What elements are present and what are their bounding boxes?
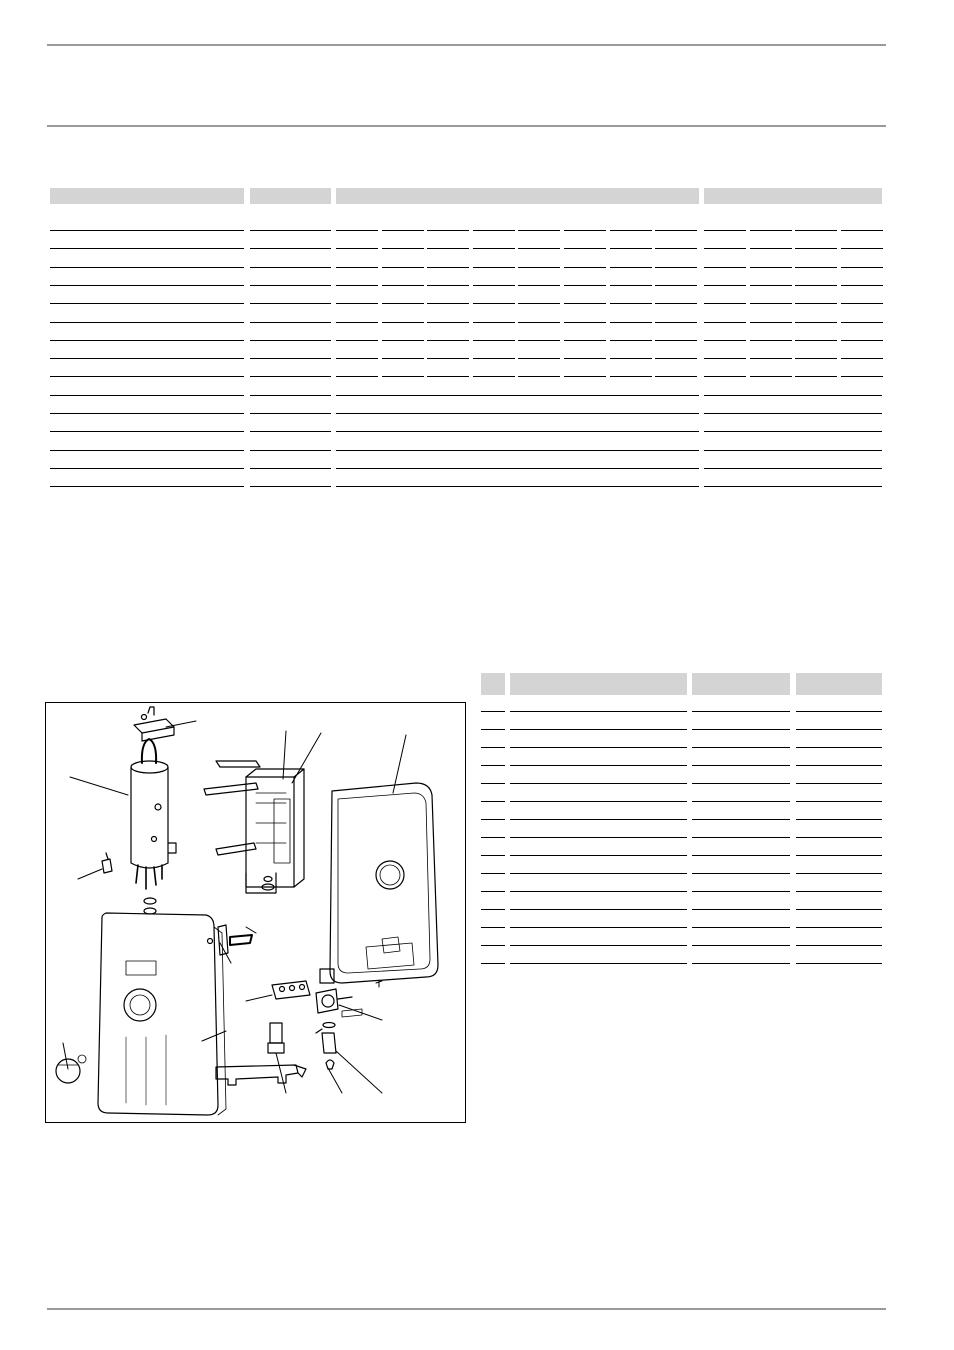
spec-cell-rule xyxy=(336,303,378,304)
parts-row-rule xyxy=(796,837,882,838)
parts-row-rule xyxy=(796,945,882,946)
spec-cell-rule xyxy=(795,248,837,249)
spec-cell-rule xyxy=(336,358,378,359)
parts-row-rule xyxy=(481,801,505,802)
spec-table-header-col-1 xyxy=(50,188,244,204)
spec-cell-rule xyxy=(750,358,792,359)
parts-row-rule xyxy=(510,747,687,748)
spec-row-rule xyxy=(704,468,882,469)
spec-cell-rule xyxy=(382,267,424,268)
spec-cell-rule xyxy=(336,285,378,286)
spec-cell-rule xyxy=(427,248,469,249)
parts-row-rule xyxy=(510,729,687,730)
parts-row-rule xyxy=(796,765,882,766)
spec-cell-rule xyxy=(795,303,837,304)
parts-row-rule xyxy=(796,927,882,928)
spec-cell-rule xyxy=(704,340,746,341)
spec-cell-rule xyxy=(655,358,697,359)
spec-row-rule xyxy=(336,431,699,432)
spec-cell-rule xyxy=(518,267,560,268)
spec-cell-rule xyxy=(750,267,792,268)
spec-cell-rule xyxy=(750,303,792,304)
parts-row-rule xyxy=(692,909,790,910)
spec-row-rule xyxy=(336,413,699,414)
parts-row-rule xyxy=(510,711,687,712)
spec-cell-rule xyxy=(382,358,424,359)
parts-row-rule xyxy=(510,765,687,766)
spec-cell-rule xyxy=(336,376,378,377)
spec-cell-rule xyxy=(795,230,837,231)
parts-row-rule xyxy=(481,747,505,748)
spec-row-rule xyxy=(50,340,244,341)
spec-cell-rule xyxy=(704,322,746,323)
parts-table-header-num xyxy=(481,673,505,695)
spec-cell-rule xyxy=(704,358,746,359)
parts-row-rule xyxy=(796,909,882,910)
spec-cell-rule xyxy=(427,340,469,341)
parts-row-rule xyxy=(481,873,505,874)
spec-cell-rule xyxy=(841,230,883,231)
spec-cell-rule xyxy=(841,340,883,341)
spec-cell-rule xyxy=(841,322,883,323)
parts-row-rule xyxy=(692,837,790,838)
spec-row-rule xyxy=(250,431,331,432)
spec-cell-rule xyxy=(610,230,652,231)
parts-row-rule xyxy=(481,765,505,766)
clip-icon xyxy=(102,853,112,873)
header-rule xyxy=(47,125,886,127)
parts-row-rule xyxy=(692,747,790,748)
parts-row-rule xyxy=(796,873,882,874)
spec-cell-rule xyxy=(704,376,746,377)
spec-cell-rule xyxy=(841,248,883,249)
spec-cell-rule xyxy=(750,376,792,377)
spec-row-rule xyxy=(50,322,244,323)
spec-cell-rule xyxy=(610,376,652,377)
spec-cell-rule xyxy=(655,376,697,377)
parts-row-rule xyxy=(692,729,790,730)
parts-row-rule xyxy=(510,945,687,946)
spec-cell-rule xyxy=(382,248,424,249)
spec-cell-rule xyxy=(473,267,515,268)
spec-cell-rule xyxy=(382,376,424,377)
spec-cell-rule xyxy=(427,303,469,304)
spec-row-rule xyxy=(50,431,244,432)
spec-cell-rule xyxy=(795,267,837,268)
spec-cell-rule xyxy=(655,303,697,304)
spec-row-rule xyxy=(336,468,699,469)
spec-row-rule xyxy=(250,267,331,268)
temperature-knob-icon xyxy=(56,1055,86,1083)
spec-cell-rule xyxy=(704,230,746,231)
parts-row-rule xyxy=(481,963,505,964)
spec-cell-rule xyxy=(564,285,606,286)
spec-row-rule xyxy=(250,303,331,304)
front-cover-icon xyxy=(98,913,226,1115)
spec-row-rule xyxy=(50,230,244,231)
spec-cell-rule xyxy=(564,358,606,359)
spec-row-rule xyxy=(250,486,331,487)
spec-cell-rule xyxy=(518,303,560,304)
screw-fitting-icon xyxy=(268,1023,284,1053)
spec-cell-rule xyxy=(336,248,378,249)
spec-table-header-col-3 xyxy=(336,188,699,204)
spec-cell-rule xyxy=(704,303,746,304)
spec-cell-rule xyxy=(382,322,424,323)
parts-row-rule xyxy=(481,711,505,712)
spec-cell-rule xyxy=(427,322,469,323)
exploded-diagram xyxy=(45,702,466,1123)
spec-cell-rule xyxy=(473,285,515,286)
spec-row-rule xyxy=(704,486,882,487)
spec-cell-rule xyxy=(336,340,378,341)
spec-row-rule xyxy=(50,248,244,249)
spec-cell-rule xyxy=(610,322,652,323)
spec-row-rule xyxy=(250,248,331,249)
spec-cell-rule xyxy=(518,248,560,249)
spec-cell-rule xyxy=(473,322,515,323)
parts-row-rule xyxy=(796,819,882,820)
spec-cell-rule xyxy=(610,303,652,304)
spec-cell-rule xyxy=(564,267,606,268)
leader-lines xyxy=(63,721,406,1093)
spec-cell-rule xyxy=(427,285,469,286)
spec-row-rule xyxy=(50,486,244,487)
exploded-diagram-drawing xyxy=(46,703,465,1122)
spec-row-rule xyxy=(250,413,331,414)
terminal-block-icon xyxy=(272,981,310,999)
spec-row-rule xyxy=(50,413,244,414)
parts-row-rule xyxy=(481,819,505,820)
parts-row-rule xyxy=(796,747,882,748)
parts-row-rule xyxy=(481,729,505,730)
spec-row-rule xyxy=(50,267,244,268)
spec-table-header-col-2 xyxy=(250,188,331,204)
spec-cell-rule xyxy=(655,230,697,231)
spec-cell-rule xyxy=(336,230,378,231)
spec-cell-rule xyxy=(473,230,515,231)
spec-cell-rule xyxy=(750,230,792,231)
spec-cell-rule xyxy=(473,340,515,341)
spec-cell-rule xyxy=(610,285,652,286)
parts-row-rule xyxy=(692,819,790,820)
spec-row-rule xyxy=(250,230,331,231)
parts-row-rule xyxy=(510,783,687,784)
spec-cell-rule xyxy=(336,322,378,323)
parts-row-rule xyxy=(481,891,505,892)
spec-cell-rule xyxy=(473,248,515,249)
spec-cell-rule xyxy=(610,340,652,341)
parts-table-header-col-4 xyxy=(796,673,882,695)
spec-cell-rule xyxy=(518,340,560,341)
spec-cell-rule xyxy=(564,376,606,377)
spec-cell-rule xyxy=(382,340,424,341)
spec-row-rule xyxy=(250,468,331,469)
parts-row-rule xyxy=(481,927,505,928)
spec-cell-rule xyxy=(473,303,515,304)
spec-cell-rule xyxy=(382,303,424,304)
spec-cell-rule xyxy=(518,230,560,231)
spec-row-rule xyxy=(704,450,882,451)
parts-row-rule xyxy=(692,711,790,712)
spec-cell-rule xyxy=(610,358,652,359)
parts-table-header-col-3 xyxy=(692,673,790,695)
parts-row-rule xyxy=(510,963,687,964)
spec-row-rule xyxy=(250,340,331,341)
spec-cell-rule xyxy=(427,376,469,377)
parts-row-rule xyxy=(510,837,687,838)
spec-cell-rule xyxy=(795,376,837,377)
control-unit-icon xyxy=(204,761,304,893)
back-panel-icon xyxy=(330,783,438,987)
spec-cell-rule xyxy=(473,358,515,359)
spec-row-rule xyxy=(250,450,331,451)
parts-row-rule xyxy=(796,891,882,892)
parts-row-rule xyxy=(796,963,882,964)
parts-row-rule xyxy=(796,729,882,730)
parts-row-rule xyxy=(510,819,687,820)
spec-cell-rule xyxy=(795,358,837,359)
spec-cell-rule xyxy=(610,267,652,268)
footer-rule xyxy=(47,1308,886,1310)
spec-cell-rule xyxy=(841,358,883,359)
top-rule xyxy=(47,44,886,46)
parts-row-rule xyxy=(481,837,505,838)
spec-row-rule xyxy=(336,395,699,396)
spec-cell-rule xyxy=(795,285,837,286)
parts-row-rule xyxy=(510,855,687,856)
parts-row-rule xyxy=(796,711,882,712)
spec-cell-rule xyxy=(750,248,792,249)
parts-row-rule xyxy=(481,855,505,856)
spec-row-rule xyxy=(50,395,244,396)
spec-cell-rule xyxy=(518,358,560,359)
spec-row-rule xyxy=(50,358,244,359)
heating-element-icon xyxy=(131,739,176,914)
spec-cell-rule xyxy=(655,340,697,341)
parts-row-rule xyxy=(510,873,687,874)
parts-row-rule xyxy=(796,855,882,856)
parts-row-rule xyxy=(796,801,882,802)
spec-cell-rule xyxy=(655,248,697,249)
spec-cell-rule xyxy=(655,322,697,323)
spec-cell-rule xyxy=(518,322,560,323)
parts-row-rule xyxy=(481,909,505,910)
spec-row-rule xyxy=(250,376,331,377)
parts-row-rule xyxy=(692,765,790,766)
spec-cell-rule xyxy=(795,340,837,341)
parts-row-rule xyxy=(510,927,687,928)
parts-row-rule xyxy=(481,945,505,946)
spec-cell-rule xyxy=(795,322,837,323)
spec-cell-rule xyxy=(841,267,883,268)
spec-cell-rule xyxy=(336,267,378,268)
spec-cell-rule xyxy=(564,303,606,304)
spec-row-rule xyxy=(50,468,244,469)
parts-row-rule xyxy=(692,927,790,928)
spec-row-rule xyxy=(250,285,331,286)
spec-cell-rule xyxy=(704,285,746,286)
parts-row-rule xyxy=(692,891,790,892)
spec-cell-rule xyxy=(473,376,515,377)
spec-table-header-col-4 xyxy=(704,188,882,204)
parts-row-rule xyxy=(796,783,882,784)
parts-row-rule xyxy=(692,801,790,802)
spec-row-rule xyxy=(50,285,244,286)
parts-row-rule xyxy=(510,891,687,892)
spec-row-rule xyxy=(336,450,699,451)
spec-cell-rule xyxy=(518,376,560,377)
spec-cell-rule xyxy=(841,303,883,304)
spec-cell-rule xyxy=(750,340,792,341)
spec-row-rule xyxy=(250,358,331,359)
spec-cell-rule xyxy=(382,285,424,286)
spec-cell-rule xyxy=(655,267,697,268)
spec-row-rule xyxy=(704,431,882,432)
spec-cell-rule xyxy=(841,376,883,377)
spec-row-rule xyxy=(336,486,699,487)
spec-cell-rule xyxy=(518,285,560,286)
mounting-bracket-icon xyxy=(216,1065,306,1085)
spec-cell-rule xyxy=(427,358,469,359)
parts-row-rule xyxy=(692,783,790,784)
spec-cell-rule xyxy=(750,322,792,323)
spec-row-rule xyxy=(50,450,244,451)
spec-cell-rule xyxy=(382,230,424,231)
spec-cell-rule xyxy=(704,248,746,249)
spec-cell-rule xyxy=(564,322,606,323)
parts-row-rule xyxy=(510,909,687,910)
parts-row-rule xyxy=(692,873,790,874)
spec-cell-rule xyxy=(564,248,606,249)
thermal-cutout-icon xyxy=(134,707,174,741)
spec-row-rule xyxy=(704,413,882,414)
spec-cell-rule xyxy=(427,267,469,268)
spec-cell-rule xyxy=(841,285,883,286)
spec-row-rule xyxy=(50,303,244,304)
parts-row-rule xyxy=(692,963,790,964)
spec-cell-rule xyxy=(427,230,469,231)
spec-row-rule xyxy=(50,376,244,377)
spec-cell-rule xyxy=(564,340,606,341)
spec-cell-rule xyxy=(655,285,697,286)
parts-table-header-description xyxy=(510,673,687,695)
spec-row-rule xyxy=(250,322,331,323)
parts-row-rule xyxy=(481,783,505,784)
spec-cell-rule xyxy=(564,230,606,231)
spec-row-rule xyxy=(704,395,882,396)
parts-row-rule xyxy=(510,801,687,802)
spec-cell-rule xyxy=(610,248,652,249)
spec-cell-rule xyxy=(704,267,746,268)
parts-row-rule xyxy=(692,855,790,856)
spec-row-rule xyxy=(250,395,331,396)
spec-cell-rule xyxy=(750,285,792,286)
parts-row-rule xyxy=(692,945,790,946)
